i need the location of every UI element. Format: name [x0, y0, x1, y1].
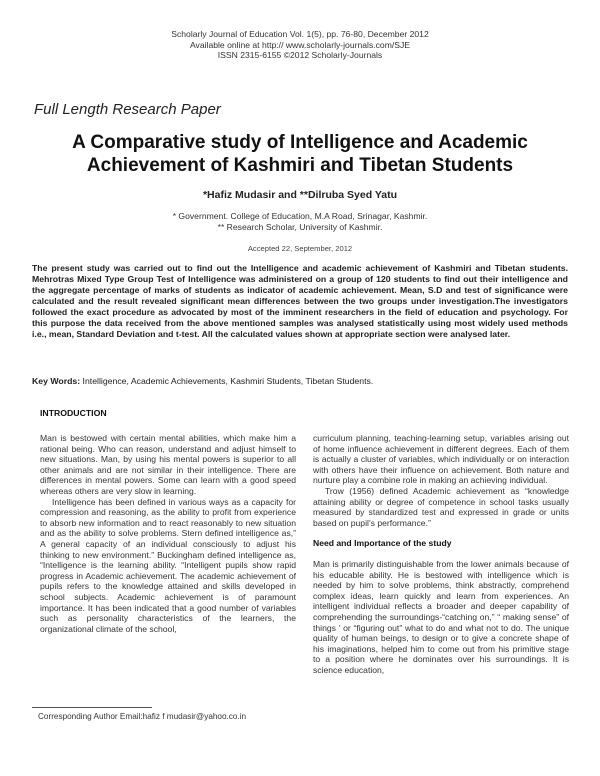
journal-url: Available online at http:// www.scholarly-journals.com/SJE: [189, 39, 411, 50]
right-column: [313, 433, 569, 675]
journal-citation: Scholarly Journal of Education Vol. 1(5), pp. 76-80, December 2012: [171, 29, 429, 39]
need-paragraph-1: Man is primarily distinguishable from the lower animals because of his educable ability. He is bestowed with intelligence which is needed by him to solve problems, think abstractly, comprehend complex ideas, learn quickly and learn from experiences. An intelligent individual reflects a broader and deeper capability of comprehending the surroundings-“catching on,” “ making sense” of things ’ or “figuring out” what to do and what not to do. The unique quality of human beings, to design or to give a concrete shape of his imaginations, helped him to come out from his primitive stage to a position where he dominates over his surroundings. It is science education,: [313, 558, 569, 675]
keywords-list: Intelligence, Academic Achievements, Kashmiri Students, Tibetan Students.: [80, 376, 374, 386]
authors: *Hafiz Mudasir and **Dilruba Syed Yatu: [202, 189, 398, 201]
affiliation-1: * Government. College of Education, M.A Road, Srinagar, Kashmir.: [172, 211, 428, 221]
paper-title-line-2: Achievement of Kashmiri and Tibetan Students: [86, 155, 514, 176]
intro-paragraph-2: Intelligence has been defined in various ways as a capacity for compression and reasoning, as the ability to profit from experience to absorb new information and to react reasonably to new situation and as the ability to solve problems. Stern defined intelligence as,” A general capacity of an individual consciously to adjust his thinking to new environment.” Buckingham defined intelligence as, “Intelligence is the learning ability. “Intelligent pupils show rapid progress in Academic achievement. The academic achievement of pupils refers to the knowledge attained and skills developed in school subjects. Academic achievement is of paramount importance. It has been indicated that a good number of variables such as personality characteristics of the learners, the organizational climate of the school,: [40, 496, 296, 634]
journal-issn: ISSN 2315-6155 ©2012 Scholarly-Journals: [217, 50, 383, 60]
footnote-rule: [32, 707, 152, 708]
affiliation-2: ** Research Scholar, University of Kashmir.: [217, 222, 383, 232]
article-type: Full Length Research Paper: [34, 101, 221, 118]
intro-paragraph-3: curriculum planning, teaching-learning setup, variables arising out of home influence achievement in different degrees. Each of them is actually a cluster of variables, which individually or on interaction with others have their influence on achievement. Both nature and nurture play a combine role in making an achieving individual.: [313, 433, 569, 486]
keywords-label: Key Words:: [32, 376, 81, 386]
intro-paragraph-4: Trow (1956) defined Academic achievement as “knowledge attaining ability or degree of competence in school tasks usually measured by standardized test and expressed in grade or units based on pupil’s performance.”: [313, 485, 569, 528]
left-column: [40, 433, 296, 634]
accepted-date: Accepted 22, September, 2012: [247, 244, 353, 253]
need-importance-heading: Need and Importance of the study: [313, 538, 452, 549]
corresponding-author-footnote: Corresponding Author Email:hafiz f mudasir@yahoo.co.in: [38, 712, 247, 721]
abstract: The present study was carried out to find out the Intelligence and academic achievement of Kashmiri and Tibetan students. Mehrotras Mixed Type Group Test of Intelligence was administered on a group of 120 students to find out their intelligence and the aggregate percentage of marks of students as indicator of academic achievement. Mean, S.D and test of significance were calculated and the result revealed significant mean differences between the two groups under investigation.The investigators followed the exact procedure as advocated by most of the imminent researchers in the field of education and psychology. For this purpose the data received from the above mentioned samples was analysed statistically using most widely used methods i.e., mean, Standard Deviation and t-test. All the calculated values shown at appropriate section were analysed later.: [32, 263, 568, 339]
introduction-heading: INTRODUCTION: [40, 408, 107, 418]
paper-title-line-1: A Comparative study of Intelligence and Academic: [72, 132, 528, 153]
keywords: [32, 376, 572, 386]
paper-title: [40, 131, 560, 177]
intro-paragraph-1: Man is bestowed with certain mental abilities, which make him a rational being. Who can reason, understand and adjust himself to new situations. Man, by using his mental powers is superior to all other animals and are not similar in their intelligence. There are differences in mental powers. Some can learn with a good speed whereas others are very slow in learning.: [40, 433, 296, 496]
